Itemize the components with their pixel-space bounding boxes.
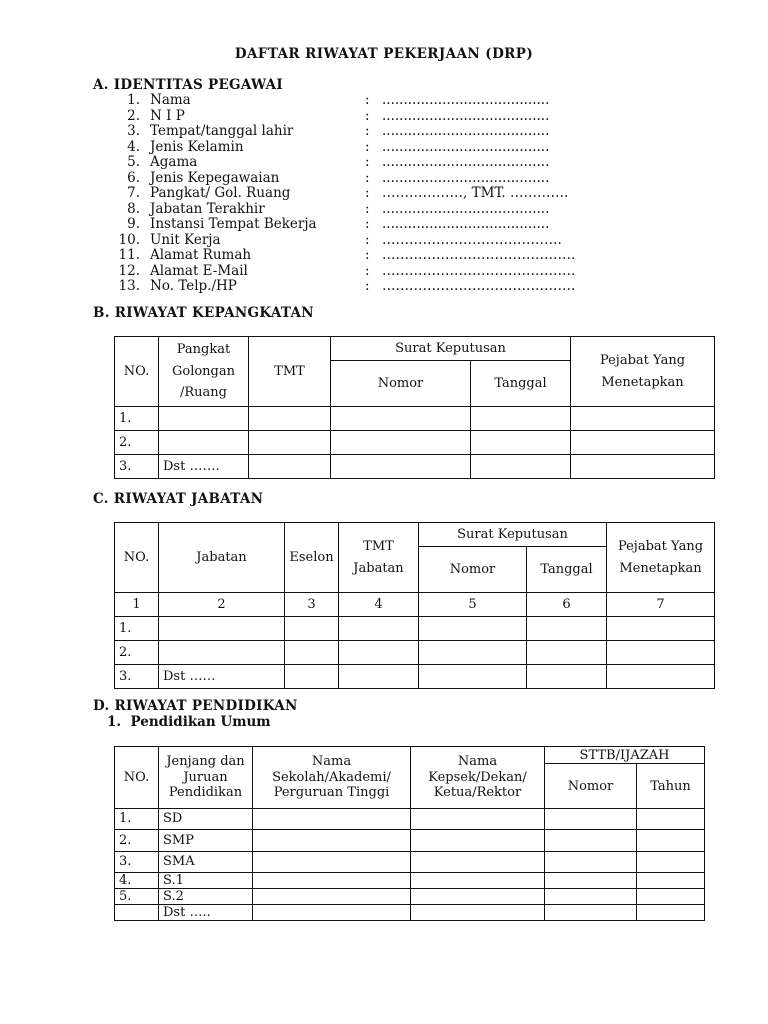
identity-label: Alamat E-Mail (150, 262, 248, 279)
identity-row (100, 279, 620, 295)
identity-row (100, 264, 620, 280)
position-history-table (114, 522, 715, 689)
identity-value: ....................................... (382, 154, 550, 170)
col-header-tanggal: Tanggal (471, 361, 571, 407)
identity-row (100, 202, 620, 218)
table-row (115, 873, 705, 889)
identity-number: 4. (127, 138, 140, 155)
identity-number: 11. (118, 247, 140, 263)
row-jabatan: Dst …… (159, 665, 285, 689)
identity-value: ....................................... (382, 92, 550, 108)
column-number: 7 (607, 593, 715, 617)
identity-label: Agama (150, 154, 198, 170)
col-header-pejabat: Pejabat Yang Menetapkan (607, 523, 715, 593)
row-number: 2. (115, 830, 159, 852)
identity-label: Unit Kerja (150, 231, 221, 248)
row-jenjang: S.1 (159, 873, 253, 889)
identity-row (100, 233, 620, 249)
identity-row (100, 186, 620, 202)
identity-value: ....................................... (382, 138, 550, 155)
identity-label: Instansi Tempat Bekerja (150, 216, 317, 232)
identity-row (100, 155, 620, 171)
section-b-heading: B. RIWAYAT KEPANGKATAN (93, 305, 314, 321)
row-number: 1. (115, 809, 159, 830)
identity-label: Nama (150, 92, 191, 108)
row-number: 2. (115, 431, 159, 455)
identity-colon: : (365, 138, 370, 155)
identity-row (100, 171, 620, 187)
identity-colon: : (365, 107, 370, 124)
identity-list (100, 93, 620, 298)
table-row (115, 830, 705, 852)
col-header-no: NO. (115, 523, 159, 593)
col-header-tahun: Tahun (637, 764, 705, 809)
col-header-nomor: Nomor (331, 361, 471, 407)
section-a-heading: A. IDENTITAS PEGAWAI (93, 77, 283, 93)
column-number-row (115, 593, 715, 617)
column-number: 1 (115, 593, 159, 617)
identity-label: Pangkat/ Gol. Ruang (150, 185, 291, 201)
identity-number: 1. (127, 92, 140, 108)
section-d-subheading: 1. Pendidikan Umum (107, 714, 271, 730)
identity-value: ....................................... (382, 216, 550, 232)
row-jabatan (159, 617, 285, 641)
row-jenjang: SMA (159, 852, 253, 873)
identity-value: ………………, TMT. …………. (382, 185, 569, 201)
identity-label: Jabatan Terakhir (150, 200, 265, 217)
row-jenjang: SD (159, 809, 253, 830)
col-header-jabatan: Jabatan (159, 523, 285, 593)
identity-number: 9. (127, 216, 140, 232)
identity-label: Jenis Kelamin (150, 138, 244, 155)
rank-history-table (114, 336, 715, 479)
row-number: 4. (115, 873, 159, 889)
identity-colon: : (365, 247, 370, 263)
col-header-surat-keputusan: Surat Keputusan (331, 337, 571, 361)
col-header-eselon: Eselon (285, 523, 339, 593)
identity-value: ……………………………………. (382, 247, 576, 263)
identity-row (100, 140, 620, 156)
col-header-no: NO. (115, 337, 159, 407)
identity-row (100, 248, 620, 264)
table-row (115, 665, 715, 689)
identity-value: ....................................... (382, 123, 550, 139)
identity-colon: : (365, 169, 370, 186)
identity-colon: : (365, 278, 370, 294)
table-row (115, 455, 715, 479)
identity-colon: : (365, 123, 370, 139)
col-header-nama-kepsek: Nama Kepsek/Dekan/ Ketua/Rektor (411, 747, 545, 809)
identity-number: 6. (127, 169, 140, 186)
col-header-tmt: TMT (249, 337, 331, 407)
identity-colon: : (365, 154, 370, 170)
identity-colon: : (365, 185, 370, 201)
identity-row (100, 93, 620, 109)
row-number: 1. (115, 407, 159, 431)
column-number: 2 (159, 593, 285, 617)
col-header-sttb-ijazah: STTB/IJAZAH (545, 747, 705, 764)
document-title: DAFTAR RIWAYAT PEKERJAAN (DRP) (234, 46, 534, 62)
row-number: 5. (115, 889, 159, 905)
column-number: 5 (419, 593, 527, 617)
col-header-pejabat: Pejabat Yang Menetapkan (571, 337, 715, 407)
identity-row (100, 217, 620, 233)
column-number: 4 (339, 593, 419, 617)
identity-number: 2. (127, 107, 140, 124)
table-row (115, 889, 705, 905)
identity-colon: : (365, 200, 370, 217)
row-pangkat (159, 407, 249, 431)
table-row (115, 641, 715, 665)
row-jenjang: S.2 (159, 889, 253, 905)
identity-colon: : (365, 262, 370, 279)
col-header-nomor: Nomor (545, 764, 637, 809)
row-number: 3. (115, 852, 159, 873)
row-pangkat: Dst ……. (159, 455, 249, 479)
identity-number: 3. (127, 123, 140, 139)
education-history-table (114, 746, 705, 921)
col-header-jenjang: Jenjang dan Juruan Pendidikan (159, 747, 253, 809)
table-row (115, 407, 715, 431)
identity-label: N I P (150, 107, 185, 124)
identity-label: Jenis Kepegawaian (150, 169, 280, 186)
col-header-no: NO. (115, 747, 159, 809)
identity-row (100, 109, 620, 125)
section-d-heading: D. RIWAYAT PENDIDIKAN (93, 698, 298, 714)
identity-label: No. Telp./HP (150, 278, 237, 294)
identity-colon: : (365, 216, 370, 232)
identity-colon: : (365, 92, 370, 108)
section-c-heading: C. RIWAYAT JABATAN (93, 491, 264, 507)
col-header-nama-sekolah: Nama Sekolah/Akademi/ Perguruan Tinggi (253, 747, 411, 809)
col-header-tanggal: Tanggal (527, 547, 607, 593)
row-jenjang: SMP (159, 830, 253, 852)
col-header-nomor: Nomor (419, 547, 527, 593)
row-number: 3. (115, 665, 159, 689)
row-pangkat (159, 431, 249, 455)
identity-value: ....................................... (382, 107, 550, 124)
identity-value: ....................................... (382, 200, 550, 217)
row-jabatan (159, 641, 285, 665)
identity-label: Alamat Rumah (150, 247, 252, 263)
identity-value: ……………………………………. (382, 262, 576, 279)
col-header-surat-keputusan: Surat Keputusan (419, 523, 607, 547)
row-number: 3. (115, 455, 159, 479)
identity-value: ....................................... (382, 169, 550, 186)
identity-number: 7. (127, 185, 140, 201)
identity-value: …………………………………. (382, 231, 562, 248)
identity-number: 5. (127, 154, 140, 170)
col-header-pangkat: Pangkat Golongan /Ruang (159, 337, 249, 407)
column-number: 6 (527, 593, 607, 617)
table-row (115, 809, 705, 830)
identity-number: 12. (118, 262, 140, 279)
identity-label: Tempat/tanggal lahir (150, 123, 294, 139)
identity-row (100, 124, 620, 140)
table-row (115, 431, 715, 455)
table-row (115, 617, 715, 641)
identity-colon: : (365, 231, 370, 248)
identity-value: ……………………………………. (382, 278, 576, 294)
identity-number: 13. (118, 278, 140, 294)
identity-number: 10. (118, 231, 140, 248)
table-row (115, 852, 705, 873)
col-header-tmt-jabatan: TMT Jabatan (339, 523, 419, 593)
row-number (115, 905, 159, 921)
identity-number: 8. (127, 200, 140, 217)
row-number: 1. (115, 617, 159, 641)
row-jenjang: Dst ….. (159, 905, 253, 921)
table-row (115, 905, 705, 921)
column-number: 3 (285, 593, 339, 617)
row-number: 2. (115, 641, 159, 665)
